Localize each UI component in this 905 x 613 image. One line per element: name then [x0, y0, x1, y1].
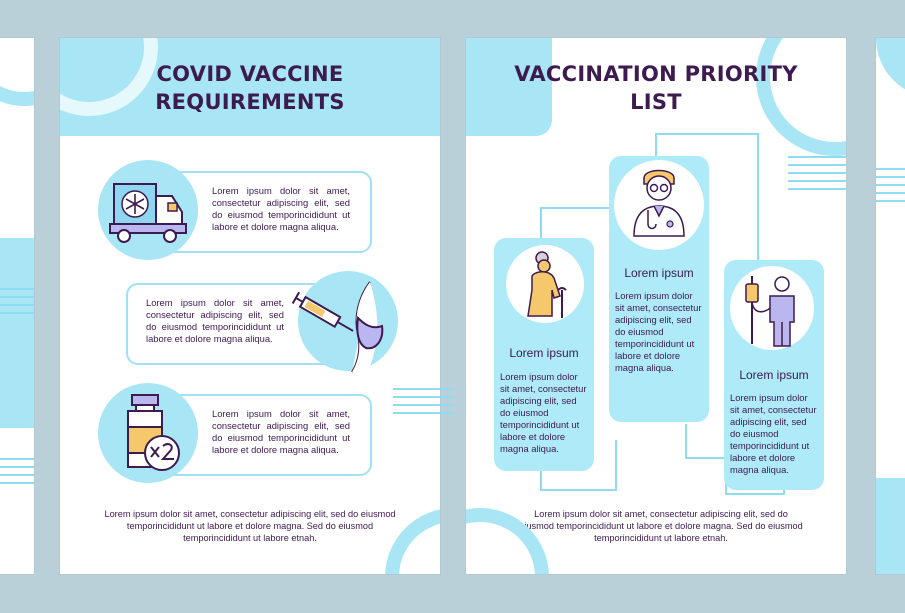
card-text-3: Lorem ipsum dolor sit amet, consectetur adipiscing elit, sed do eiusmod temporincididunt ut labore et dolore magna aliqua.	[730, 392, 817, 475]
syringe-arm-icon	[298, 278, 398, 373]
decor-ring	[0, 38, 34, 106]
brochure-page-priority-list	[466, 38, 846, 574]
card-text-2: Lorem ipsum dolor sit amet, consectetur adipiscing elit, sed do eiusmod temporincididunt ut labore et dolore magna aliqua.	[615, 290, 702, 373]
requirement-text-2: Lorem ipsum dolor sit amet, consectetur adipiscing elit, sed do eiusmod temporincididunt ut labore et dolore magna aliqua.	[146, 297, 284, 344]
brochure-page-covid-requirements	[60, 38, 440, 574]
card-heading-2: Lorem ipsum	[624, 266, 694, 280]
decor-lines	[788, 156, 846, 196]
decor-lines	[393, 388, 453, 420]
footer-text: Lorem ipsum dolor sit amet, consectetur adipiscing elit, sed do eiusmod temporincididunt ut labore et dolore magna. Sed do eiusmod temporincididunt ut labore etnah.	[519, 509, 803, 543]
footer-text: Lorem ipsum dolor sit amet, consectetur adipiscing elit, sed do eiusmod temporincididunt ut labore et dolore magna. Sed do eiusmod temporincididunt ut labore etnah.	[104, 509, 396, 543]
requirement-text-1: Lorem ipsum dolor sit amet, consectetur adipiscing elit, sed do eiusmod temporincididunt ut labore et dolore magna aliqua.	[212, 185, 350, 232]
decor-dot	[2, 406, 16, 420]
refrigerated-truck-icon	[108, 178, 193, 248]
decor-block	[0, 238, 34, 428]
adjacent-page-left	[0, 38, 34, 574]
page-title: COVID VACCINE REQUIREMENTS	[155, 62, 345, 114]
decor-lines	[0, 458, 34, 490]
card-heading-1: Lorem ipsum	[509, 346, 579, 360]
decor-lines	[876, 168, 905, 208]
elderly-woman-icon	[518, 250, 572, 320]
decor-lines	[0, 288, 34, 320]
requirement-text-3: Lorem ipsum dolor sit amet, consectetur adipiscing elit, sed do eiusmod temporincididunt ut labore et dolore magna aliqua.	[212, 408, 350, 455]
adjacent-page-right	[876, 38, 905, 574]
card-text-1: Lorem ipsum dolor sit amet, consectetur adipiscing elit, sed do eiusmod temporincididunt ut labore et dolore magna aliqua.	[500, 371, 587, 454]
doctor-icon	[624, 164, 694, 244]
page-title: VACCINATION PRIORITY LIST	[514, 62, 798, 114]
vial-dose-icon	[118, 393, 188, 475]
decor-block	[876, 478, 905, 574]
card-heading-3: Lorem ipsum	[739, 368, 809, 382]
decor-block	[876, 38, 905, 98]
patient-iv-drip-icon	[740, 272, 806, 348]
